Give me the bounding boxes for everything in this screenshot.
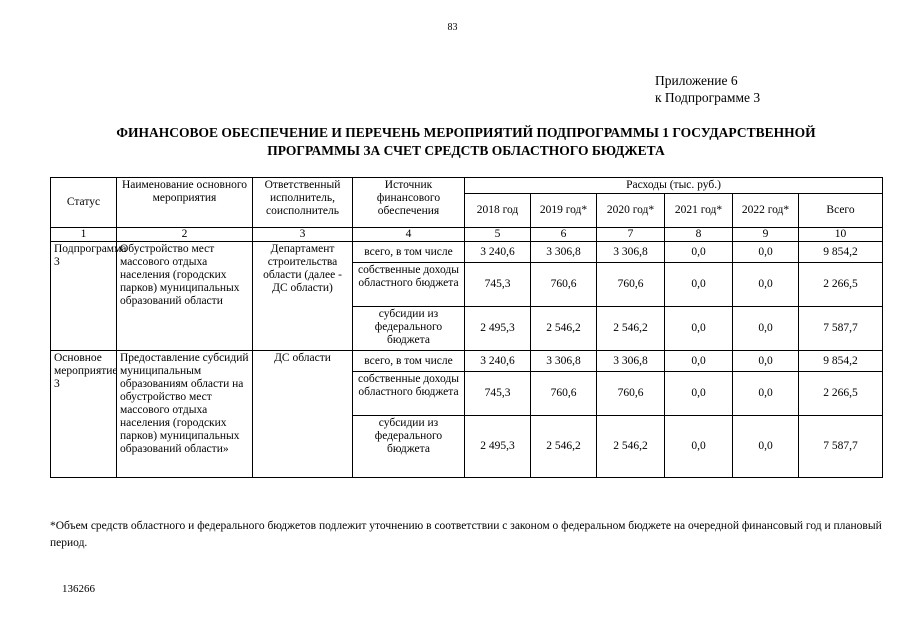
value-cell: 0,0: [733, 416, 799, 478]
footnote: *Объем средств областного и федерального бюджетов подлежит уточнению в соответствии с законом о федеральном бюджете на очередной финансовый год и плановый период.: [50, 520, 882, 549]
value-cell: 2 546,2: [597, 307, 665, 351]
source-cell: всего, в том числе: [353, 351, 465, 372]
column-number: 2: [117, 228, 253, 242]
column-number: 3: [253, 228, 353, 242]
page-number: 83: [447, 22, 458, 33]
value-cell: 0,0: [665, 242, 733, 263]
value-cell: 0,0: [733, 372, 799, 416]
value-cell: 0,0: [665, 307, 733, 351]
document-title: [50, 124, 882, 160]
value-cell: 0,0: [733, 263, 799, 307]
value-cell: 9 854,2: [799, 242, 883, 263]
value-cell: 0,0: [665, 351, 733, 372]
value-cell: 2 495,3: [465, 416, 531, 478]
value-cell: 3 306,8: [597, 351, 665, 372]
source-cell: субсидии из федерального бюджета: [353, 307, 465, 351]
value-cell: 7 587,7: [799, 416, 883, 478]
title-line-2: ПРОГРАММЫ ЗА СЧЕТ СРЕДСТВ ОБЛАСТНОГО БЮДЖЕТА: [267, 143, 665, 158]
value-cell: 2 495,3: [465, 307, 531, 351]
value-cell: 9 854,2: [799, 351, 883, 372]
header-responsible: Ответственный исполнитель, соисполнитель: [253, 178, 353, 228]
value-cell: 760,6: [531, 263, 597, 307]
table-row: [51, 351, 883, 372]
value-cell: 7 587,7: [799, 307, 883, 351]
column-number: 7: [597, 228, 665, 242]
status-cell: Основное мероприятие 3: [51, 351, 117, 478]
value-cell: 2 546,2: [597, 416, 665, 478]
header-status: Статус: [51, 178, 117, 228]
value-cell: 3 306,8: [597, 242, 665, 263]
value-cell: 2 546,2: [531, 416, 597, 478]
value-cell: 0,0: [665, 416, 733, 478]
header-year-2022: 2022 год*: [733, 194, 799, 228]
value-cell: 3 240,6: [465, 242, 531, 263]
title-line-1: ФИНАНСОВОЕ ОБЕСПЕЧЕНИЕ И ПЕРЕЧЕНЬ МЕРОПРИЯТИЙ ПОДПРОГРАММЫ 1 ГОСУДАРСТВЕННОЙ: [116, 125, 816, 140]
header-year-2020: 2020 год*: [597, 194, 665, 228]
header-row-1: [51, 178, 883, 194]
value-cell: 2 266,5: [799, 372, 883, 416]
value-cell: 760,6: [597, 372, 665, 416]
appendix-line-2: к Подпрограмме 3: [655, 90, 761, 105]
header-year-2019: 2019 год*: [531, 194, 597, 228]
value-cell: 0,0: [733, 351, 799, 372]
value-cell: 2 546,2: [531, 307, 597, 351]
appendix-note: [655, 72, 760, 106]
source-cell: всего, в том числе: [353, 242, 465, 263]
financing-table: [50, 177, 883, 478]
value-cell: 0,0: [665, 372, 733, 416]
appendix-line-1: Приложение 6: [655, 73, 738, 88]
value-cell: 2 266,5: [799, 263, 883, 307]
document-code: 136266: [62, 583, 95, 595]
header-year-2021: 2021 год*: [665, 194, 733, 228]
column-number-row: [51, 228, 883, 242]
source-cell: субсидии из федерального бюджета: [353, 416, 465, 478]
column-number: 5: [465, 228, 531, 242]
header-total: Всего: [799, 194, 883, 228]
header-year-2018: 2018 год: [465, 194, 531, 228]
header-source: Источник финансового обеспечения: [353, 178, 465, 228]
source-cell: собственные доходы областного бюджета: [353, 263, 465, 307]
column-number: 9: [733, 228, 799, 242]
value-cell: 0,0: [733, 307, 799, 351]
source-cell: собственные доходы областного бюджета: [353, 372, 465, 416]
column-number: 4: [353, 228, 465, 242]
responsible-cell: Департамент строительства области (далее - ДС области): [253, 242, 353, 351]
status-cell: Подпрограмма 3: [51, 242, 117, 351]
column-number: 1: [51, 228, 117, 242]
value-cell: 3 306,8: [531, 242, 597, 263]
value-cell: 0,0: [665, 263, 733, 307]
column-number: 8: [665, 228, 733, 242]
value-cell: 760,6: [531, 372, 597, 416]
value-cell: 3 240,6: [465, 351, 531, 372]
header-measure: Наименование основного мероприятия: [117, 178, 253, 228]
value-cell: 745,3: [465, 372, 531, 416]
responsible-cell: ДС области: [253, 351, 353, 478]
value-cell: 3 306,8: [531, 351, 597, 372]
table-row: [51, 242, 883, 263]
value-cell: 745,3: [465, 263, 531, 307]
value-cell: 760,6: [597, 263, 665, 307]
value-cell: 0,0: [733, 242, 799, 263]
measure-cell: Обустройство мест массового отдыха населения (городских парков) муниципальных образований области: [117, 242, 253, 351]
column-number: 6: [531, 228, 597, 242]
column-number: 10: [799, 228, 883, 242]
measure-cell: Предоставление субсидий муниципальным образованиям области на обустройство мест массового отдыха населения (городских парков) муниципальных образований области»: [117, 351, 253, 478]
header-expenses: Расходы (тыс. руб.): [465, 178, 883, 194]
